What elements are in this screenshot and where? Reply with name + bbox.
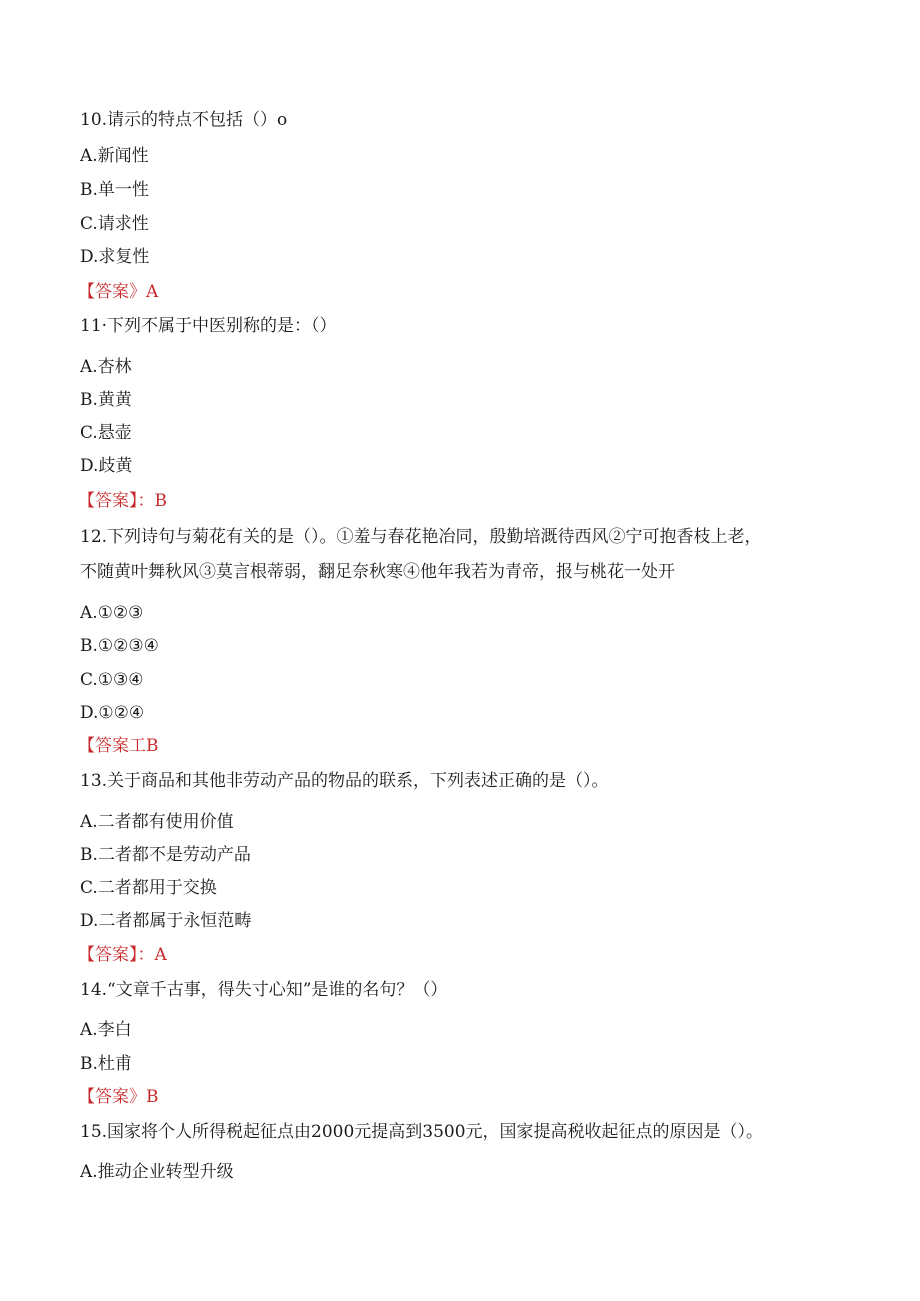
question-12-stem-line2: 不随黄叶舞秋风③莫言根蒂弱，翻足奈秋寒④他年我若为青帝，报与桃花一处开: [80, 562, 675, 582]
option-13-b: B.二者都不是劳动产品: [80, 845, 251, 865]
question-15-stem: 15.国家将个人所得税起征点由2000元提高到3500元，国家提高税收起征点的原因是（）。: [80, 1122, 764, 1142]
option-12-b: B.①②③④: [80, 636, 159, 656]
option-12-d: D.①②④: [80, 703, 145, 723]
option-14-a: A.李白: [80, 1020, 132, 1040]
option-14-b: B.杜甫: [80, 1054, 132, 1074]
answer-12: 【答案工B: [78, 736, 159, 756]
option-12-a: A.①②③: [80, 603, 144, 623]
option-10-b: B.单一性: [80, 180, 149, 200]
option-10-d: D.求复性: [80, 247, 150, 267]
option-11-a: A.杏林: [80, 357, 132, 377]
option-11-b: B.黄黄: [80, 390, 132, 410]
option-11-c: C.悬壶: [80, 423, 132, 443]
answer-11: 【答案】：B: [78, 491, 167, 511]
question-10-stem: 10.请示的特点不包括（）o: [80, 110, 288, 130]
answer-10: 【答案》A: [78, 282, 159, 302]
question-13-stem: 13.关于商品和其他非劳动产品的物品的联系，下列表述正确的是（）。: [80, 771, 609, 791]
question-12-stem-line1: 12.下列诗句与菊花有关的是（）。①羞与春花艳冶同，殷勤培溉待西风②宁可抱香枝上老，: [80, 527, 762, 547]
option-11-d: D.歧黄: [80, 456, 133, 476]
option-10-c: C.请求性: [80, 214, 149, 234]
answer-14: 【答案》B: [78, 1087, 159, 1107]
question-11-stem: 11·下列不属于中医别称的是：（）: [80, 316, 337, 336]
option-12-c: C.①③④: [80, 670, 144, 690]
option-13-c: C.二者都用于交换: [80, 878, 217, 898]
option-15-a: A.推动企业转型升级: [80, 1162, 234, 1182]
question-14-stem: 14.“文章千古事，得失寸心知”是谁的名句？（）: [80, 980, 448, 1000]
option-13-d: D.二者都属于永恒范畴: [80, 911, 252, 931]
option-10-a: A.新闻性: [80, 146, 149, 166]
answer-13: 【答案】：A: [78, 945, 167, 965]
option-13-a: A.二者都有使用价值: [80, 812, 234, 832]
